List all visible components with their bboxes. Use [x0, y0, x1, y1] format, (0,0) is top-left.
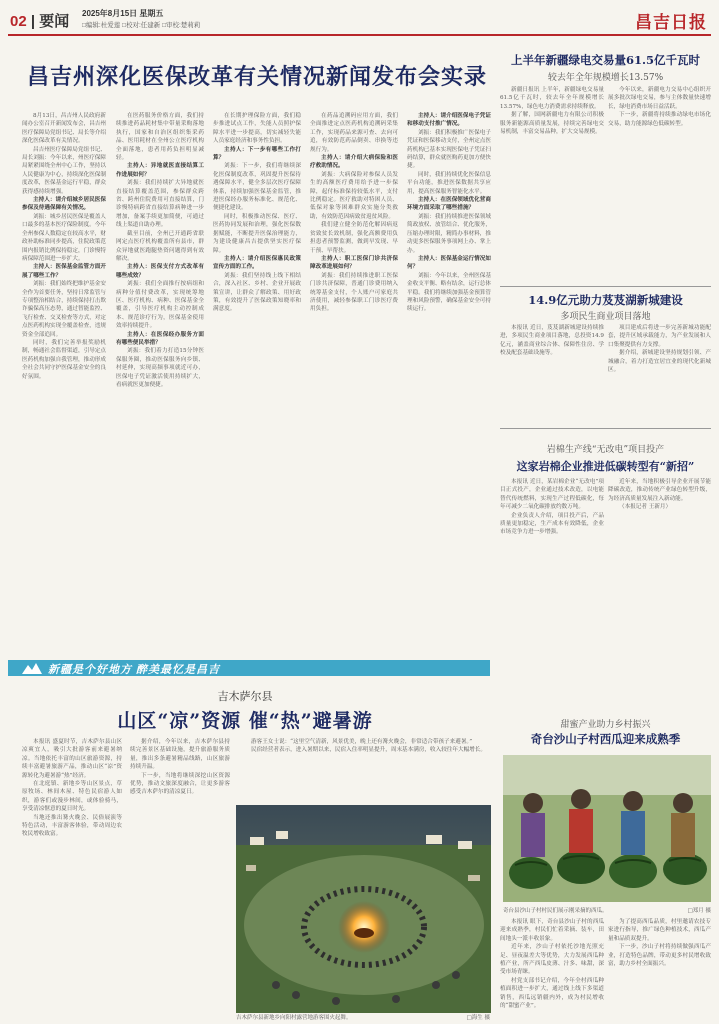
- article-paragraph: 刘振：我们积极推广医保电子凭证和医保移动支付，全州定点医药机构已基本实现医保电子凭证扫码结算，群众就医购药更加方便快捷。: [407, 129, 491, 170]
- article-paragraph: 游客王女士说：“这里空气清新，风景优美，晚上还有篝火晚会，非常适合带孩子来避暑。”: [251, 739, 473, 745]
- tourism-kicker: 吉木萨尔县: [217, 690, 273, 703]
- article-paragraph: 截至目前，全州已开通跨省联网定点医疗机构覆盖所有县市，群众异地就医跑腿垫资问题得到有效解决。: [116, 230, 204, 262]
- article-paragraph: 近年来，沙山子村依托沙地光照充足、昼夜温差大等优势，大力发展西瓜种植产业，所产西瓜皮薄、汁多、味甜，深受市场青睐。: [500, 944, 604, 976]
- article-paragraph: 据介绍，新城建设坚持规划引领、产城融合，着力打造宜居宜业的现代化新城区。: [608, 350, 711, 374]
- section-divider: [500, 286, 711, 287]
- melon-column-2: [608, 918, 711, 1018]
- article-paragraph: 今年以来，新疆电力交易中心组织开展多批次绿电交易，参与主体数量快速增长，绿电消费市场日益活跃。: [608, 87, 711, 110]
- article-paragraph: 主持人：医保基金运行情况如何？: [407, 255, 491, 271]
- article-paragraph: 在北庭镇、新地乡等山区景点，草原牧场、林间木屋、特色民宿游人如织，游客们或漫步林间，或体验骑马，享受清凉惬意的夏日时光。: [22, 781, 122, 813]
- melon-headline: 奇台沙山子村西瓜迎来成熟季: [530, 732, 681, 746]
- green-power-headline: 上半年新疆绿电交易量61.5亿千瓦时: [510, 53, 700, 67]
- campfire-photo: [236, 805, 491, 1013]
- article-paragraph: 企业负责人介绍，项目投产后，产品质量更加稳定，生产成本有效降低，企业市场竞争力进一步增强。: [500, 512, 604, 536]
- article-paragraph: 刘振：今年以来，全州医保基金收支平衡、略有结余，运行总体平稳。我们将继续加强基金预算管理和风险预警，确保基金安全可持续运行。: [407, 272, 491, 313]
- main-story-column-1: [22, 112, 106, 647]
- article-paragraph: 同时，我们持续优化医保信息平台功能，推进医保数据共享应用，提高医保服务智能化水平。: [407, 171, 491, 195]
- watermelon-farmers-illustration: [503, 755, 711, 902]
- new-city-column-2: [608, 324, 711, 424]
- campfire-scene-illustration: [236, 805, 491, 1013]
- article-paragraph: 刘振：我们着力打造15分钟医保服务圈，推动医保服务向乡镇、村延伸，实现高频事项就近可办，医保电子凭证激活使用持续扩大，看病就医更加便捷。: [116, 348, 204, 388]
- green-power-column-2: [608, 86, 711, 282]
- rock-wool-column-2: [608, 478, 711, 708]
- main-story-column-2: [116, 112, 204, 647]
- article-paragraph: 下一步，沙山子村将持续做强西瓜产业，打造特色品牌，带动更多村民增收致富，助力乡村全面振兴。: [608, 944, 711, 968]
- article-paragraph: 主持人：在医保经办服务方面有哪些便民举措？: [116, 331, 204, 346]
- tourism-banner: [8, 660, 490, 676]
- article-paragraph: 刘振：我们持续扩大异地就医直接结算覆盖范围，参保群众跨省、跨州住院费用可直接结算，门诊慢特病跨省直接结算病种进一步增加，备案手续更加简便，可通过线上渠道自助办理。: [116, 180, 204, 229]
- article-paragraph: 下一步，当地将继续深挖山区资源优势，推动文旅深度融合，让更多游客感受吉木萨尔的清凉夏日。: [130, 772, 230, 796]
- campfire-photo-caption: 吉木萨尔县新地乡向阳村露营地游客围火起舞。: [236, 1015, 352, 1021]
- rock-wool-column-1: [500, 478, 604, 708]
- article-paragraph: 主持人：请介绍医保惠民政策宣传方面的工作。: [213, 255, 301, 271]
- mountain-icon: [22, 662, 42, 674]
- article-paragraph: 同时，积极推动医保、医疗、医药协同发展和治理，强化医保数据赋能，不断提升医保治理能力，为建设健康昌吉提供坚实医疗保障。: [213, 213, 301, 254]
- article-paragraph: 昌吉州医疗保障局党组书记、局长刘振：今年以来，州医疗保障局紧紧围绕全州中心工作，坚持以人民健康为中心，持续深化医保制度改革，医保基金运行平稳，群众获得感持续增强。: [22, 146, 106, 195]
- main-story-column-4: [310, 112, 398, 647]
- article-paragraph: 刘振：我们全面推行按病组和病种分值付费改革，实现统筹地区、医疗机构、病种、医保基金全覆盖，引导医疗机构主动控制成本、规范诊疗行为，医保基金使用效率持续提升。: [116, 281, 204, 330]
- editor-credits: □编辑:杜爱莲 □校对:任建新 □审校:楚莉莉: [82, 22, 201, 29]
- article-paragraph: 主持人：医保基金监管方面开展了哪些工作？: [22, 264, 106, 279]
- article-paragraph: 刘振：我们始终把维护基金安全作为首要任务，坚持日常监管与专项整治相结合，持续保持打击欺诈骗保高压态势，通过智能监控、飞行检查、交叉检查等方式，对定点医药机构实现全覆盖检查，违规资金全部追回。: [22, 281, 106, 338]
- tourism-headline: 山区“凉”资源 催“热”避暑游: [117, 710, 373, 732]
- article-paragraph: 主持人：异地就医直接结算工作进展如何？: [116, 163, 204, 178]
- page-number: 02 | 要闻: [10, 13, 70, 30]
- watermelon-harvest-photo: [503, 755, 711, 902]
- article-paragraph: 新疆日报讯 上半年，新疆绿电交易量61.5亿千瓦时，较去年全年规模增长13.57%，绿色电力消费需求持续释放。: [500, 87, 604, 110]
- page-number-value: 02: [10, 13, 27, 30]
- melon-photo-caption: 奇台县沙山子村村民们展示刚采摘的西瓜。: [503, 908, 608, 914]
- article-paragraph: 项目建成后将进一步完善新城功能配套，提升区域承载能力，为产业发展和人口集聚提供有力支撑。: [608, 325, 711, 348]
- article-paragraph: 在长期护理保险方面，我们稳步推进试点工作，失能人员照护保障水平进一步提高，切实减轻失能人员家庭经济和事务性负担。: [213, 113, 301, 145]
- melon-column-1: [500, 918, 604, 1018]
- article-paragraph: 在医药服务价格方面，我们持续推进药品耗材集中带量采购落地执行，国家和自治区组织集采药品、医用耗材在全州公立医疗机构全面落地，患者用药负担明显减轻。: [116, 113, 204, 162]
- article-paragraph: 据介绍，今年以来，吉木萨尔县持续完善景区基础设施，提升旅游服务质量，推出多条避暑精品线路，山区旅游持续升温。: [130, 739, 230, 771]
- article-paragraph: 村党支部书记介绍，今年全村西瓜种植面积进一步扩大，通过线上线下多渠道销售，西瓜远销疆内外，成为村民增收的“甜蜜产业”。: [500, 977, 604, 1010]
- article-paragraph: 主持人：下一步有哪些工作打算？: [213, 146, 301, 162]
- article-paragraph: 主持人：职工医保门诊共济保障改革进展如何？: [310, 255, 398, 271]
- article-paragraph: 同时，我们完善举报奖励机制，畅通社会监督渠道，引导定点医药机构加强自我管理，推动形成全社会共同守护医保基金安全的良好氛围。: [22, 339, 106, 380]
- article-paragraph: 在药品追溯码应用方面，我们全面推进定点医药机构追溯码采集工作，实现药品来源可查、去向可追，有效防范药品倒卖、串换等违规行为。: [310, 113, 398, 153]
- article-paragraph: 本报讯 近日，某岩棉企业“无改电”项目正式投产，企业通过技术改造，以电能替代传统燃料，实现生产过程低碳化，每年可减少二氧化碳排放约数万吨。: [500, 479, 604, 511]
- green-power-column-1: [500, 86, 604, 282]
- article-paragraph: 本报讯 眼下，奇台县沙山子村的西瓜迎来成熟季，村民们忙着采摘、装车，田间地头一派丰收景象。: [500, 919, 604, 942]
- article-paragraph: 主持人：请介绍医保电子凭证和移动支付推广情况。: [407, 113, 491, 128]
- article-paragraph: 8月13日，昌吉州人民政府新闻办公室召开新闻发布会，昌吉州医疗保障局党组书记、局长等介绍深化医保改革有关情况。: [22, 113, 106, 145]
- article-paragraph: 刘振：大病保险对参保人员发生的高额医疗费用给予进一步保障，起付标准保持较低水平，支付比例稳定。医疗救助对特困人员、低保对象等困难群众实施分类救助，有效防范因病致贫返贫风险。: [310, 171, 398, 220]
- new-city-column-1: [500, 324, 604, 424]
- article-paragraph: 本报讯 近日，芨芨湖新城建设持续推进，多项民生商业项目落地，总投资14.9亿元，涵盖商业综合体、保障性住房、学校及配套基础设施等。: [500, 325, 604, 357]
- section-name: 要闻: [39, 13, 70, 30]
- rock-wool-kicker: 岩棉生产线“无改电”项目投产: [546, 445, 665, 455]
- article-paragraph: 当地还推出篝火晚会、民俗展演等特色活动，丰富游客体验，带动周边农牧民增收致富。: [22, 814, 122, 838]
- article-paragraph: 近年来，当地积极引导企业开展节能降碳改造，推动传统产业绿色转型升级，为经济高质量发展注入新动能。: [608, 479, 711, 502]
- article-paragraph: 为了提高西瓜品质，村里邀请农技专家进行指导，推广绿色种植技术，西瓜产量和品质双提升。: [608, 919, 711, 942]
- article-paragraph: 刘振：我们持续推进医保领域简政放权、放管结合、优化服务，压缩办理时限，精简办事材料，推动更多医保服务事项网上办、掌上办。: [407, 213, 491, 254]
- article-paragraph: 我们建立健全防范化解因病返贫致贫长效机制，强化高额费用负担患者预警监测，做到早发现、早干预、早帮扶。: [310, 222, 398, 254]
- article-paragraph: 民宿经营者表示，进入暑期以来，民宿入住率明显提升，周末基本满房，收入较往年大幅增长。: [251, 747, 486, 754]
- issue-date: 2025年8月15日 星期五: [82, 9, 164, 18]
- tourism-column-3: [240, 738, 490, 800]
- article-paragraph: （本报记者 王新月）: [619, 504, 672, 511]
- paper-logo: 昌吉日报: [635, 13, 707, 33]
- melon-photo-credit: □郑月 摄: [687, 908, 711, 914]
- article-paragraph: 刘振：我们持续推进职工医保门诊共济保障，普通门诊费用纳入统筹基金支付，个人账户可家庭共济使用，减轻参保职工门诊医疗费用负担。: [310, 272, 398, 313]
- article-paragraph: 主持人：在医保领域优化营商环境方面采取了哪些措施？: [407, 197, 491, 212]
- article-paragraph: 据了解，国网新疆电力有限公司积极服务新能源高质量发展，持续完善绿电交易机制，丰富交易品种，扩大交易规模。: [500, 112, 604, 136]
- new-city-headline: 14.9亿元助力芨芨湖新城建设: [528, 293, 683, 307]
- article-paragraph: 刘振：我们坚持线上线下相结合，深入社区、乡村、企业开展政策宣讲，让群众了解政策、用好政策，有效提升了医保政策知晓率和满意度。: [213, 272, 301, 313]
- melon-kicker: 甜蜜产业助力乡村振兴: [560, 720, 651, 730]
- green-power-subheadline: 较去年全年规模增长13.57%: [547, 73, 664, 83]
- main-story-column-3: [213, 112, 301, 647]
- masthead: [8, 6, 711, 36]
- main-story-column-5: [407, 112, 491, 647]
- banner-slogan: 新疆是个好地方 醉美最忆是昌吉: [48, 664, 221, 676]
- article-paragraph: 刘振：城乡居民医保是覆盖人口最多的基本医疗保险制度。今年全州参保人数稳定在较高水平，财政补助标准同步提高，住院政策范围内报销比例保持稳定，门诊慢特病保障范围进一步扩大。: [22, 213, 106, 262]
- article-paragraph: 主持人：请介绍大病保险和医疗救助情况。: [310, 155, 398, 170]
- tourism-column-1: [22, 738, 122, 1016]
- article-paragraph: 刘振：下一步，我们将继续深化医保制度改革，巩固提升医保待遇保障水平，健全多层次医疗保障体系，持续加强医保基金监管，推进医保经办服务标准化、规范化、便捷化建设。: [213, 163, 301, 212]
- campfire-photo-credit: □海生 摄: [466, 1015, 490, 1021]
- rock-wool-headline: 这家岩棉企业推进低碳转型有“新招”: [516, 460, 695, 473]
- section-divider: [500, 428, 711, 429]
- article-paragraph: 主持人：医保支付方式改革有哪些成效？: [116, 264, 204, 279]
- article-paragraph: 本报讯 盛夏时节，吉木萨尔县山区凉爽宜人，吸引大批游客前来避暑纳凉。当地依托丰富的山区旅游资源，持续丰富避暑旅游产品，推动山区“凉”资源转化为避暑游“热”经济。: [22, 739, 122, 779]
- new-city-subheadline: 多项民生商业项目落地: [560, 312, 651, 322]
- article-paragraph: 下一步，新疆将持续推动绿电市场化交易，助力能源绿色低碳转型。: [608, 112, 711, 127]
- tourism-column-2: [130, 738, 230, 1016]
- main-headline: 昌吉州深化医保改革有关情况新闻发布会实录: [26, 64, 487, 90]
- article-paragraph: 主持人：请介绍城乡居民医保参保及待遇保障有关情况。: [22, 197, 106, 212]
